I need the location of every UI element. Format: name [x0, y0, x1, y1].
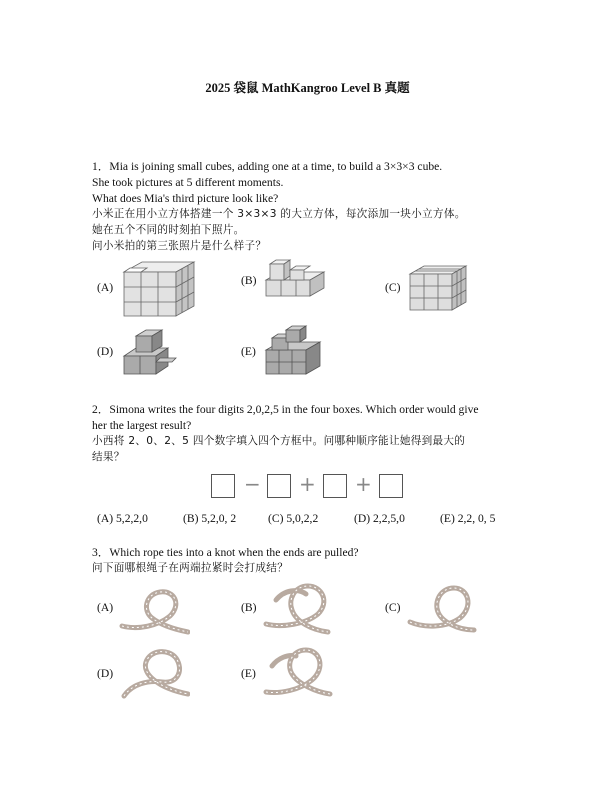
q1-line-5: 她在五个不同的时刻拍下照片。	[92, 224, 245, 236]
q1-line-2: She took pictures at 5 different moments.	[92, 176, 284, 189]
q1-figure-c	[406, 262, 470, 314]
q2-line-4: 结果？	[92, 451, 125, 463]
page-title: 2025 袋鼠 MathKangroo Level B 真题	[205, 81, 410, 95]
q3-rope-b	[262, 580, 334, 636]
plus-sign-2: +	[355, 472, 372, 496]
plus-sign-1: +	[299, 472, 316, 496]
q1-option-c-label: (C)	[385, 281, 401, 294]
q3-line-2: 问下面哪根绳子在两端拉紧时会打成结？	[92, 562, 289, 574]
q1-option-d-label: (D)	[97, 345, 114, 358]
q2-line-1: 2．Simona writes the four digits 2,0,2,5 in the four boxes. Which order would give	[92, 403, 479, 416]
q2-line-3: 小西将 2、0、2、5 四个数字填入四个方框中。问哪种顺序能让她得到最大的	[92, 435, 466, 447]
q1-option-e-label: (E)	[241, 345, 256, 358]
q2-answer-e: (E) 2,2, 0, 5	[440, 512, 496, 525]
q3-line-1: 3．Which rope ties into a knot when the ends are pulled?	[92, 546, 359, 559]
q2-answer-c: (C) 5,0,2,2	[268, 512, 319, 525]
q3-rope-c	[406, 580, 478, 636]
q3-option-a-label: (A)	[97, 601, 114, 614]
digit-box-2	[267, 474, 291, 498]
digit-box-3	[323, 474, 347, 498]
q3-rope-d	[118, 644, 190, 700]
q3-option-c-label: (C)	[385, 601, 401, 614]
q3-rope-e	[262, 644, 334, 700]
q3-option-e-label: (E)	[241, 667, 256, 680]
q1-figure-a	[120, 258, 198, 320]
digit-box-1	[211, 474, 235, 498]
q3-option-d-label: (D)	[97, 667, 114, 680]
q1-line-3: What does Mia's third picture look like?	[92, 192, 279, 205]
q2-answer-d: (D) 2,2,5,0	[354, 512, 405, 525]
minus-sign: −	[244, 472, 261, 496]
q3-rope-a	[118, 586, 190, 638]
q1-line-1: 1．Mia is joining small cubes, adding one at a time, to build a 3×3×3 cube.	[92, 160, 443, 173]
q1-figure-d	[120, 326, 178, 378]
q1-figure-b	[262, 256, 328, 300]
q3-option-b-label: (B)	[241, 601, 257, 614]
q1-figure-e	[262, 322, 326, 378]
q1-option-a-label: (A)	[97, 281, 114, 294]
q1-line-6: 问小米拍的第三张照片是什么样子？	[92, 240, 267, 252]
q1-option-b-label: (B)	[241, 274, 257, 287]
q2-answer-a: (A) 5,2,2,0	[97, 512, 148, 525]
q1-line-4: 小米正在用小立方体搭建一个 3×3×3 的大立方体，每次添加一块小立方体。	[92, 208, 466, 220]
q2-answer-b: (B) 5,2,0, 2	[183, 512, 237, 525]
digit-box-4	[379, 474, 403, 498]
q2-line-2: her the largest result?	[92, 419, 192, 432]
